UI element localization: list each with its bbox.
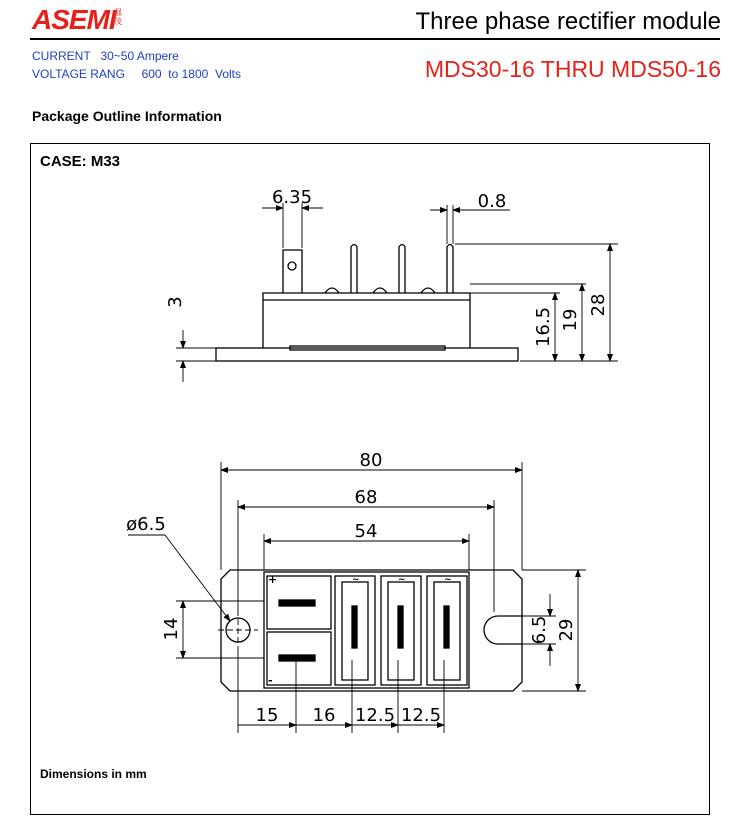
case-label: CASE: M33 [40,153,121,170]
dim-pitch-1: 15 [255,705,279,726]
dim-slot-width: 6.5 [529,615,550,645]
mark-plus: + [268,573,278,586]
top-view [221,570,522,691]
side-faston-terminal [283,250,302,293]
mark-ac-2: ~ [398,575,406,585]
dimensions-unit-note: Dimensions in mm [40,767,147,781]
dim-overall-length: 80 [359,450,383,471]
dim-pitch-3: 12.5 [354,705,396,726]
side-pin [399,245,405,294]
terminal-markings [268,573,452,687]
dim-body-height: 14 [161,617,182,641]
brand-logo: ASEMI [32,4,116,35]
top-base-plate [221,570,522,691]
part-number-range: MDS30-16 THRU MDS50-16 [424,56,721,82]
side-housing [263,293,470,348]
current-spec: CURRENT 30~50 Ampere [32,49,179,63]
mounting-slot [484,616,522,644]
side-view [216,245,518,362]
dim-pitch-4: 12.5 [400,705,442,726]
top-housing [264,572,469,688]
dim-body-length: 54 [354,521,378,542]
dim-pin-thickness: 0.8 [477,191,507,212]
document-title: Three phase rectifier module [415,8,721,35]
dim-hole-spacing: 68 [354,487,378,508]
dim-height-total: 28 [588,293,609,317]
side-pin [351,245,357,294]
voltage-spec: VOLTAGE RANG 600 to 1800 Volts [32,67,241,81]
dim-hole-diameter: ø6.5 [126,514,166,535]
mark-minus: - [268,674,273,687]
dim-overall-width: 29 [556,618,577,642]
section-title: Package Outline Information [32,108,222,124]
dim-base-thickness: 3 [165,296,186,308]
brand-logo-cn: 强茂 [114,8,122,26]
dim-terminal-width: 6.35 [271,187,313,208]
mark-ac-1: ~ [352,575,360,585]
dim-pitch-2: 16 [312,705,336,726]
dim-height-b: 19 [560,308,581,332]
dim-height-a: 16.5 [533,306,554,348]
side-pin [447,245,453,294]
mark-ac-3: ~ [444,575,452,585]
